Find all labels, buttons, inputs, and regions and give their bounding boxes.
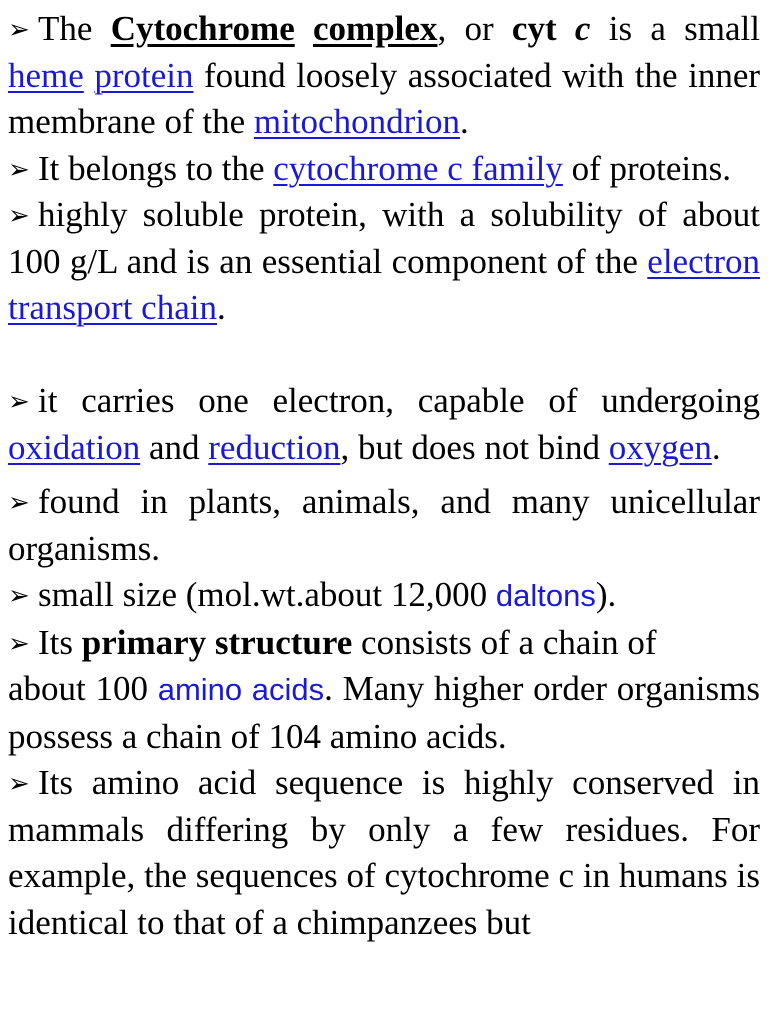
text: . (459, 102, 469, 141)
text: of proteins. (562, 148, 732, 188)
bold-term-cytochrome: Cytochrome (110, 9, 295, 48)
link-electron-transport-chain[interactable]: electron transport chain (8, 241, 760, 327)
arrow-bullet-icon: ➢ (8, 15, 30, 45)
bold-italic-term-c: c (574, 9, 591, 48)
link-protein[interactable]: protein (94, 55, 194, 95)
text: . (216, 288, 226, 327)
paragraph-found-in (8, 479, 760, 572)
term-amino-acids: amino acids (157, 672, 325, 707)
text: found in plants, animals, and many unicellular organisms. (8, 482, 760, 568)
link-mitochondrion[interactable]: mitochondrion (253, 102, 460, 141)
bold-term-primary-structure: primary structure (81, 622, 353, 662)
arrow-bullet-icon: ➢ (8, 488, 30, 518)
paragraph-spacer (8, 471, 760, 479)
paragraph-conserved-sequence (8, 760, 760, 946)
paragraph-solubility (8, 192, 760, 332)
arrow-bullet-icon: ➢ (8, 154, 30, 185)
text: consists of a chain of (352, 622, 657, 662)
link-cytochrome-c-family[interactable]: cytochrome c family (273, 148, 563, 188)
paragraph-amino-acids (8, 666, 760, 760)
text: , but does not bind (340, 427, 609, 467)
text: about 100 (8, 669, 158, 708)
text: small size (mol.wt.about 12,000 (38, 575, 496, 614)
text: ). (595, 575, 617, 614)
paragraph-cytochrome-complex (8, 6, 760, 146)
text: highly soluble protein, with a solubility of about 100 g/L and is an essential component of the (8, 195, 760, 281)
text: It belongs to the (38, 148, 274, 188)
document-body (8, 6, 760, 946)
paragraph-spacer (8, 332, 760, 379)
link-oxidation[interactable]: oxidation (8, 427, 141, 467)
text: . Many higher order organisms possess a chain of 104 amino acids. (8, 669, 760, 756)
arrow-bullet-icon: ➢ (8, 628, 30, 659)
text: and (140, 427, 209, 467)
text: found loosely associated with the inner membrane of the (8, 55, 761, 141)
bold-term-cyt: cyt (511, 9, 575, 48)
text: is a small (590, 9, 760, 48)
text: it carries one electron, capable of undergoing (38, 381, 760, 420)
paragraph-cytochrome-family (8, 146, 760, 193)
text: Its amino acid sequence is highly conserved in mammals differing by only a few residues. For example, the sequences of cytochrome c in humans is identical to that of a chimpanzees but (8, 763, 760, 942)
arrow-bullet-icon: ➢ (8, 769, 30, 799)
paragraph-primary-structure (8, 620, 760, 667)
text (84, 56, 95, 95)
arrow-bullet-icon: ➢ (8, 581, 30, 611)
text: The (38, 9, 111, 48)
paragraph-electron-carrier (8, 378, 760, 471)
link-heme[interactable]: heme (8, 55, 84, 95)
bold-term-complex: complex (313, 9, 438, 48)
term-daltons: daltons (495, 578, 596, 613)
paragraph-small-size (8, 572, 760, 620)
text: , or (437, 9, 512, 48)
link-reduction[interactable]: reduction (208, 427, 341, 467)
text: . (711, 427, 721, 467)
link-oxygen[interactable]: oxygen (608, 427, 712, 467)
text: Its (38, 622, 82, 662)
text (295, 9, 313, 48)
arrow-bullet-icon: ➢ (8, 201, 30, 231)
arrow-bullet-icon: ➢ (8, 387, 30, 417)
